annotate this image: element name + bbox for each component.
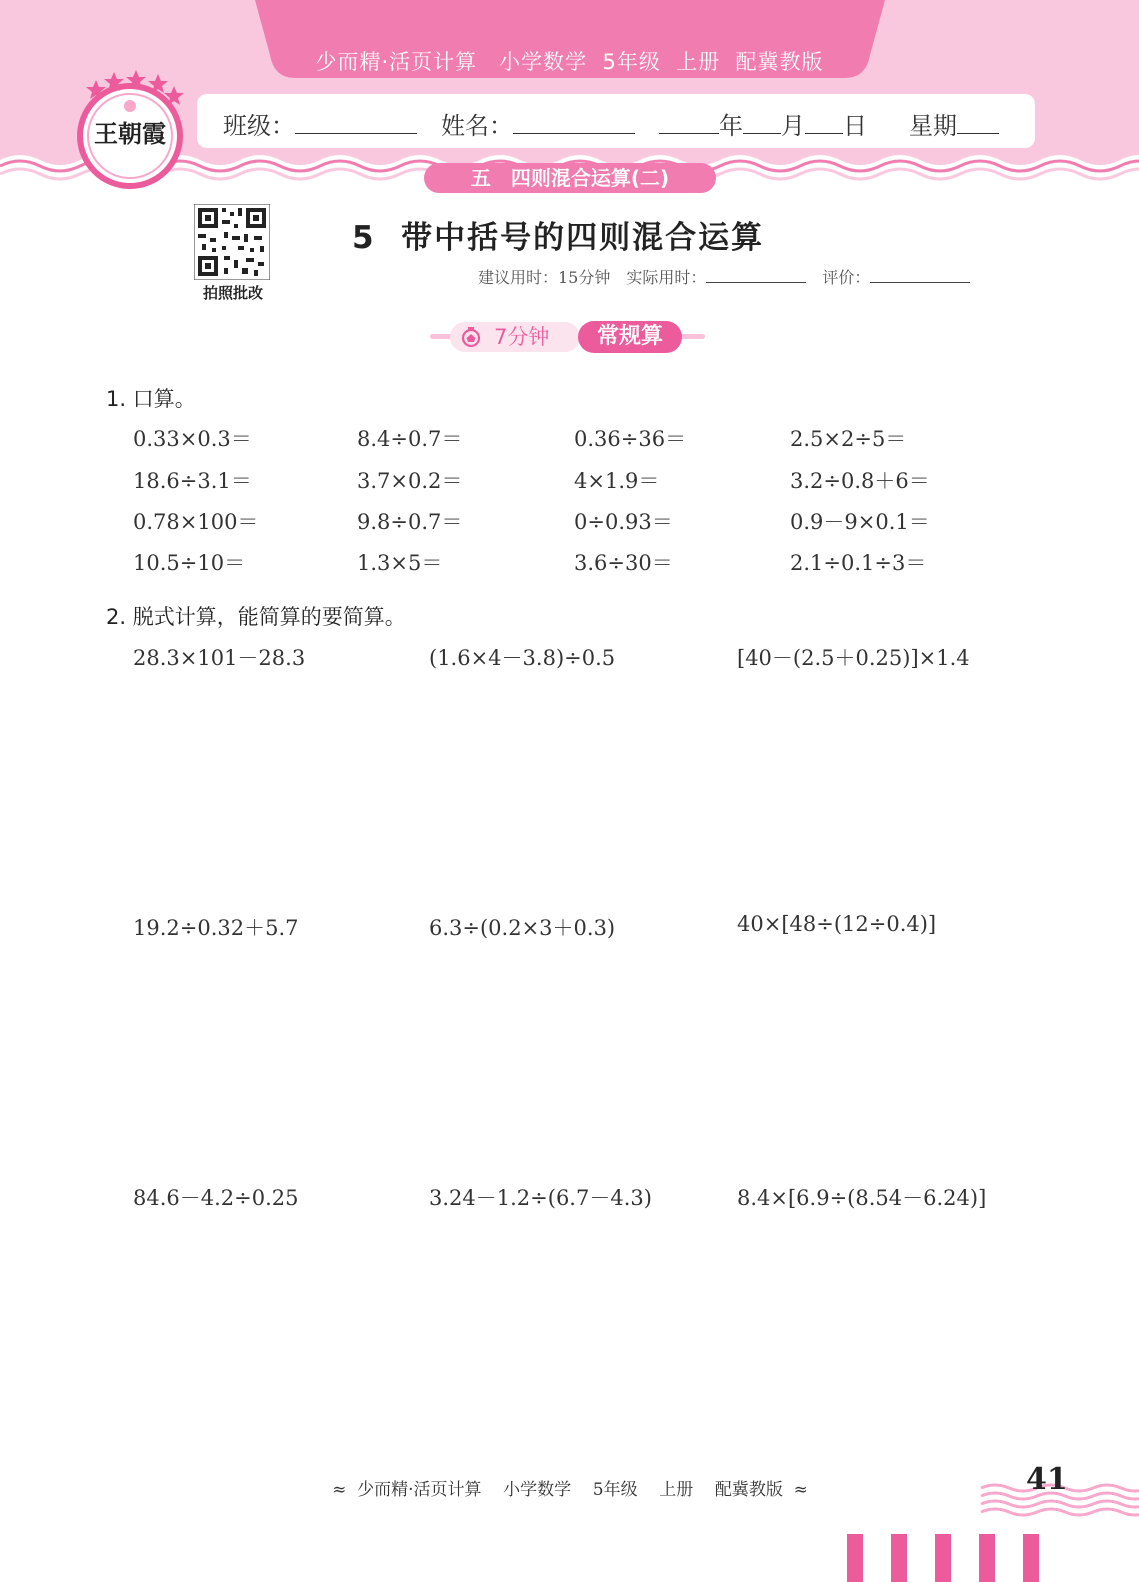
q1-heading: 1. 口算。	[106, 387, 196, 411]
month-label: 月	[781, 112, 805, 140]
q1-expr: 0.78×100＝	[133, 510, 259, 534]
q1-expr: 18.6÷3.1＝	[133, 469, 252, 493]
day-label: 日	[843, 112, 867, 140]
name-blank[interactable]	[513, 111, 635, 134]
q2-expr: 8.4×[6.9÷(8.54－6.24)]	[737, 1186, 987, 1210]
qr-label: 拍照批改	[202, 284, 263, 302]
month-blank[interactable]	[743, 111, 781, 134]
q2-expr: 19.2÷0.32＋5.7	[133, 916, 299, 940]
q1-expr: 2.5×2÷5＝	[790, 427, 907, 451]
logo-text: 王朝霞	[94, 119, 166, 148]
student-info-box	[197, 94, 1035, 148]
q2-expr: 3.24－1.2÷(6.7－4.3)	[429, 1186, 652, 1210]
actual-time-label: 实际用时：	[626, 268, 707, 287]
timer-text: 7分钟	[494, 325, 550, 349]
day-blank[interactable]	[805, 111, 843, 134]
qr-code-icon[interactable]	[194, 204, 270, 280]
q1-expr: 1.3×5＝	[357, 551, 443, 575]
page-number: 41	[1026, 1462, 1068, 1497]
q2-expr: (1.6×4－3.8)÷0.5	[429, 646, 616, 670]
q2-heading: 2. 脱式计算，能简算的要简算。	[106, 605, 406, 629]
timer-icon	[460, 326, 482, 348]
date-field[interactable]	[659, 106, 867, 141]
year-blank[interactable]	[659, 111, 719, 134]
weekday-label: 星期	[909, 112, 957, 140]
year-label: 年	[719, 112, 743, 140]
q1-expr: 3.7×0.2＝	[357, 469, 463, 493]
class-field[interactable]	[223, 106, 417, 141]
q2-expr: 28.3×101－28.3	[133, 646, 306, 670]
q2-expr: 84.6－4.2÷0.25	[133, 1186, 299, 1210]
q1-expr: 3.2÷0.8＋6＝	[790, 469, 930, 493]
class-label: 班级：	[223, 112, 295, 140]
footer-text: ≈ 少而精·活页计算 小学数学 5年级 上册 配冀教版 ≈	[332, 1480, 808, 1500]
q2-expr: [40－(2.5＋0.25)]×1.4	[737, 646, 970, 670]
class-blank[interactable]	[295, 111, 417, 134]
suggested-time: 建议用时：15分钟	[478, 268, 611, 287]
q1-expr: 8.4÷0.7＝	[357, 427, 463, 451]
name-label: 姓名：	[441, 112, 513, 140]
q1-expr: 2.1÷0.1÷3＝	[790, 551, 927, 575]
publisher-logo	[74, 70, 192, 190]
q1-expr: 3.6÷30＝	[574, 551, 673, 575]
q2-expr: 6.3÷(0.2×3＋0.3)	[429, 916, 616, 940]
q1-expr: 4×1.9＝	[574, 469, 660, 493]
page-edge-bars	[845, 1534, 1045, 1582]
unit-heading: 五 四则混合运算(二)	[424, 163, 716, 193]
evaluation-label: 评价：	[822, 268, 871, 287]
q1-expr: 10.5÷10＝	[133, 551, 246, 575]
q1-expr: 9.8÷0.7＝	[357, 510, 463, 534]
q1-expr: 0.36÷36＝	[574, 427, 687, 451]
lesson-title: 5 带中括号的四则混合运算	[352, 220, 765, 256]
actual-time-blank[interactable]	[706, 268, 806, 283]
q1-expr: 0.9－9×0.1＝	[790, 510, 930, 534]
q1-expr: 0÷0.93＝	[574, 510, 673, 534]
weekday-blank[interactable]	[957, 111, 999, 134]
evaluation-blank[interactable]	[870, 268, 970, 283]
q1-expr: 0.33×0.3＝	[133, 427, 252, 451]
q2-expr: 40×[48÷(12÷0.4)]	[737, 912, 937, 936]
exercise-type-badge: 常规算	[578, 321, 682, 353]
book-title: 少而精·活页计算 小学数学 5年级 上册 配冀教版	[315, 50, 824, 74]
name-field[interactable]	[441, 106, 635, 141]
time-info	[478, 265, 970, 288]
weekday-field[interactable]	[909, 106, 999, 141]
